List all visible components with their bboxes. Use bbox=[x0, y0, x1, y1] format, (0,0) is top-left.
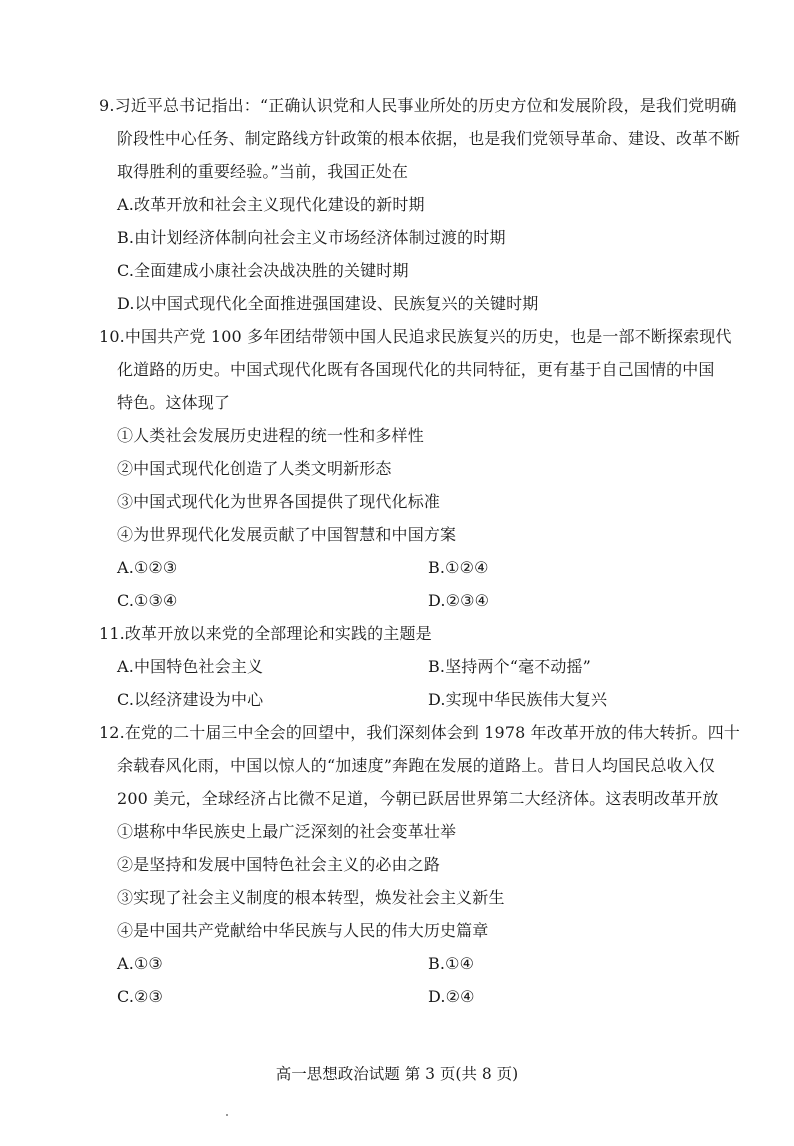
q10-stem-line-3: 特色。这体现了 bbox=[117, 393, 231, 412]
q12-stem-line-2: 余载春风化雨，中国以惊人的“加速度”奔跑在发展的道路上。昔日人均国民总收入仅 bbox=[117, 756, 716, 775]
q10-stem-line-1: 10.中国共产党 100 多年团结带领中国人民追求民族复兴的历史，也是一部不断探索现代 bbox=[99, 327, 732, 346]
q9-stem-line-2: 阶段性中心任务、制定路线方针政策的根本依据，也是我们党领导革命、建设、改革不断 bbox=[117, 129, 740, 148]
q11-option-d: D.实现中华民族伟大复兴 bbox=[428, 690, 608, 709]
q10-statement-1: ①人类社会发展历史进程的统一性和多样性 bbox=[117, 426, 424, 445]
q10-option-d: D.②③④ bbox=[428, 591, 490, 610]
q9-option-b: B.由计划经济体制向社会主义市场经济体制过渡的时期 bbox=[117, 228, 506, 247]
q9-option-a: A.改革开放和社会主义现代化建设的新时期 bbox=[117, 195, 425, 214]
scan-speck bbox=[226, 1114, 228, 1116]
q10-option-c: C.①③④ bbox=[117, 591, 178, 610]
q12-statement-4: ④是中国共产党献给中华民族与人民的伟大历史篇章 bbox=[117, 921, 489, 940]
q12-option-a: A.①③ bbox=[117, 954, 163, 973]
q10-option-a: A.①②③ bbox=[117, 558, 178, 577]
q12-stem-line-1: 12.在党的二十届三中全会的回望中，我们深刻体会到 1978 年改革开放的伟大转折。四十 bbox=[99, 723, 740, 742]
q9-stem-line-3: 取得胜利的重要经验。”当前，我国正处在 bbox=[117, 162, 409, 181]
q12-stem-line-3: 200 美元，全球经济占比微不足道，今朝已跃居世界第二大经济体。这表明改革开放 bbox=[117, 789, 719, 808]
q12-statement-1: ①堪称中华民族史上最广泛深刻的社会变革壮举 bbox=[117, 822, 457, 841]
q11-option-a: A.中国特色社会主义 bbox=[117, 657, 264, 676]
page-footer: 高一思想政治试题 第 3 页(共 8 页) bbox=[275, 1065, 519, 1083]
q12-option-d: D.②④ bbox=[428, 987, 475, 1006]
q10-statement-4: ④为世界现代化发展贡献了中国智慧和中国方案 bbox=[117, 525, 457, 544]
q10-statement-3: ③中国式现代化为世界各国提供了现代化标准 bbox=[117, 492, 441, 511]
q12-option-c: C.②③ bbox=[117, 987, 164, 1006]
q12-statement-3: ③实现了社会主义制度的根本转型，焕发社会主义新生 bbox=[117, 888, 505, 907]
q10-option-b: B.①②④ bbox=[428, 558, 489, 577]
q12-statement-2: ②是坚持和发展中国特色社会主义的必由之路 bbox=[117, 855, 441, 874]
q10-stem-line-2: 化道路的历史。中国式现代化既有各国现代化的共同特征，更有基于自己国情的中国 bbox=[117, 360, 715, 379]
q12-option-b: B.①④ bbox=[428, 954, 475, 973]
q11-option-c: C.以经济建设为中心 bbox=[117, 690, 264, 709]
q9-option-d: D.以中国式现代化全面推进强国建设、民族复兴的关键时期 bbox=[117, 294, 539, 313]
q11-option-b: B.坚持两个“毫不动摇” bbox=[428, 657, 592, 676]
q9-option-c: C.全面建成小康社会决战决胜的关键时期 bbox=[117, 261, 409, 280]
q10-statement-2: ②中国式现代化创造了人类文明新形态 bbox=[117, 459, 392, 478]
q9-stem-line-1: 9.习近平总书记指出：“正确认识党和人民事业所处的历史方位和发展阶段，是我们党明确 bbox=[99, 96, 737, 115]
q11-stem-line-1: 11.改革开放以来党的全部理论和实践的主题是 bbox=[99, 624, 432, 643]
